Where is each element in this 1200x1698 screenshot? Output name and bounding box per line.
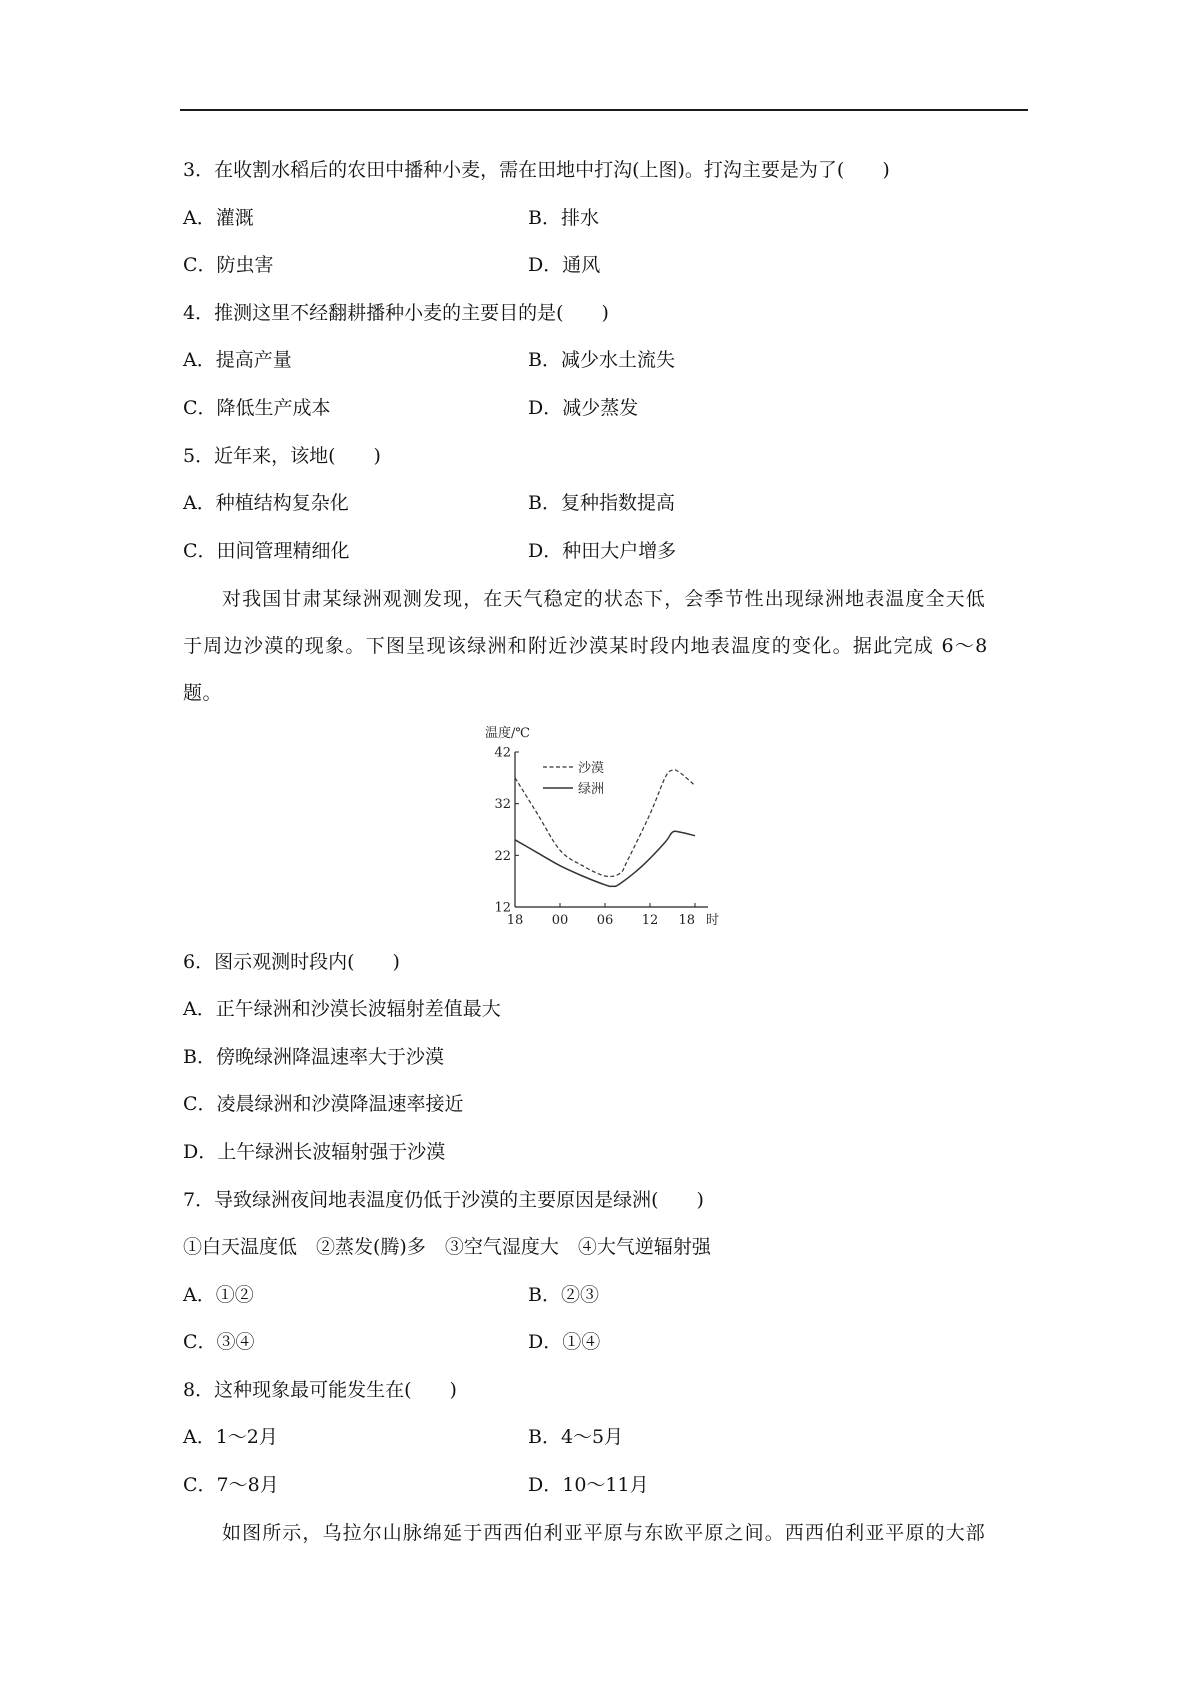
legend-label-desert: 沙漠	[578, 761, 605, 776]
x-tick-label: 12	[641, 913, 659, 928]
q7-option-c: C．③④	[183, 1331, 255, 1353]
q5-option-d: D．种田大户增多	[528, 540, 677, 562]
q6-option-b: B．傍晚绿洲降温速率大于沙漠	[183, 1046, 444, 1068]
q7-items: ①白天温度低 ②蒸发(腾)多 ③空气湿度大 ④大气逆辐射强	[183, 1236, 711, 1258]
y-tick-label: 42	[494, 745, 511, 761]
q4-option-a: A．提高产量	[183, 349, 292, 371]
x-tick-label: 00	[551, 913, 569, 928]
y-tick-label: 22	[494, 848, 511, 864]
q7-option-a: A．①②	[183, 1284, 254, 1306]
y-axis-label: 温度/℃	[485, 726, 530, 741]
q7-option-d: D．①④	[528, 1331, 601, 1353]
q4-option-b: B．减少水土流失	[528, 349, 675, 371]
header-rule	[180, 109, 1028, 111]
legend-label-oasis: 绿洲	[578, 782, 605, 797]
q8-option-b: B．4～5月	[528, 1426, 624, 1448]
q8-option-c: C．7～8月	[183, 1474, 279, 1496]
q4-option-d: D．减少蒸发	[528, 397, 639, 419]
q6-option-a: A．正午绿洲和沙漠长波辐射差值最大	[183, 998, 501, 1020]
q6-stem: 6．图示观测时段内( )	[183, 951, 400, 973]
q3-option-c: C．防虫害	[183, 254, 274, 276]
q6-option-c: C．凌晨绿洲和沙漠降温速率接近	[183, 1093, 464, 1115]
passage1-line1: 对我国甘肃某绿洲观测发现，在天气稳定的状态下，会季节性出现绿洲地表温度全天低	[222, 588, 986, 610]
legend	[543, 760, 604, 797]
x-tick-label: 18	[678, 913, 695, 928]
x-tick-label: 18	[506, 913, 524, 928]
x-tick-label: 06	[596, 913, 614, 928]
series-line-oasis	[515, 831, 695, 886]
q3-option-b: B．排水	[528, 207, 599, 229]
q7-option-b: B．②③	[528, 1284, 599, 1306]
q8-option-d: D．10～11月	[528, 1474, 649, 1496]
q8-stem: 8．这种现象最可能发生在( )	[183, 1379, 457, 1401]
q3-option-a: A．灌溉	[183, 207, 254, 229]
temperature-chart	[470, 722, 730, 932]
series-line-desert	[515, 770, 695, 877]
q3-option-d: D．通风	[528, 254, 601, 276]
q4-option-c: C．降低生产成本	[183, 397, 331, 419]
passage1-line2: 于周边沙漠的现象。下图呈现该绿洲和附近沙漠某时段内地表温度的变化。据此完成 6～8	[183, 635, 989, 657]
q4-stem: 4．推测这里不经翻耕播种小麦的主要目的是( )	[183, 302, 609, 324]
q5-option-c: C．田间管理精细化	[183, 540, 350, 562]
passage2-line1: 如图所示，乌拉尔山脉绵延于西西伯利亚平原与东欧平原之间。西西伯利亚平原的大部	[222, 1522, 986, 1544]
y-tick-label: 32	[494, 797, 511, 813]
q3-stem: 3．在收割水稻后的农田中播种小麦，需在田地中打沟(上图)。打沟主要是为了( )	[183, 159, 890, 181]
y-tick-label: 12	[494, 900, 511, 916]
x-axis-unit: 时	[706, 913, 720, 928]
passage1-line3: 题。	[183, 682, 223, 704]
q5-option-a: A．种植结构复杂化	[183, 492, 349, 514]
q5-option-b: B．复种指数提高	[528, 492, 675, 514]
q7-stem: 7．导致绿洲夜间地表温度仍低于沙漠的主要原因是绿洲( )	[183, 1189, 704, 1211]
q8-option-a: A．1～2月	[183, 1426, 278, 1448]
q6-option-d: D．上午绿洲长波辐射强于沙漠	[183, 1141, 446, 1163]
q5-stem: 5．近年来，该地( )	[183, 445, 381, 467]
